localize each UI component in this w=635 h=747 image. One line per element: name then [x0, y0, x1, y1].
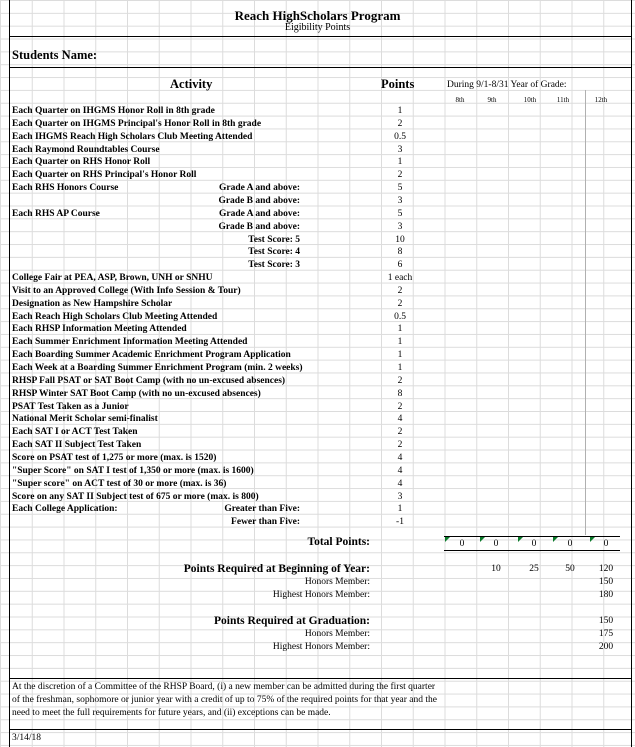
activity-points: 2 [397, 401, 403, 412]
activity-label: Each Quarter on IHGMS Honor Roll in 8th grade [12, 106, 215, 116]
req-grad-regular: 150 [598, 616, 614, 626]
grade-12th: 12th [594, 96, 608, 104]
req-begin-12th: 120 [598, 564, 614, 574]
activity-header: Activity [170, 77, 213, 91]
activity-label: Each Quarter on RHS Honor Roll [12, 157, 151, 168]
activity-label: PSAT Test Taken as a Junior [12, 401, 129, 412]
req-begin-11th: 50 [565, 564, 575, 574]
activity-points: 8 [397, 247, 403, 258]
grade-9th: 9th [487, 96, 497, 104]
activity-condition: Grade A and above: [218, 208, 300, 219]
footnote-line-1: At the discretion of a Committee of the RHSP Board, (i) a new member can be admitted during the first quarter [12, 682, 436, 692]
activity-points: 4 [397, 414, 403, 425]
page-title: Reach HighScholars Program [234, 8, 401, 23]
req-begin-honors-label: Honors Member: [304, 577, 370, 587]
req-begin-9th: 10 [491, 564, 501, 574]
header-rule [9, 36, 631, 37]
total-12th: 0 [603, 539, 609, 549]
footnote-rule [9, 678, 631, 679]
req-begin-honors-12th: 150 [598, 577, 614, 587]
grade-10th: 10th [523, 96, 537, 104]
activity-label: Each Reach High Scholars Club Meeting Attended [12, 311, 218, 322]
activity-label: Each SAT II Subject Test Taken [12, 440, 142, 451]
activity-points: 2 [397, 285, 403, 296]
activity-points: 2 [397, 170, 403, 181]
name-rule [9, 67, 631, 68]
activity-label: RHSP Winter SAT Boot Camp (with no un-excused absences) [12, 388, 261, 399]
right-border [631, 0, 632, 747]
activity-condition: Test Score: 5 [248, 234, 300, 245]
activity-label: Each Quarter on RHS Principal's Honor Roll [12, 170, 197, 181]
activity-points: 1 [397, 363, 403, 373]
total-bottom-rule [444, 550, 620, 551]
req-grad-highest-label: Highest Honors Member: [272, 642, 370, 652]
page-subtitle: Eigibility Points [284, 22, 351, 33]
activity-label: College Fair at PEA, ASP, Brown, UNH or SNHU [12, 273, 213, 284]
req-grad-title: Points Required at Graduation: [213, 615, 370, 627]
activity-label: Each Summer Enrichment Information Meeting Attended [12, 337, 248, 348]
activity-points: 3 [397, 491, 403, 502]
activity-label: Score on any SAT II Subject test of 675 or more (max. is 800) [12, 491, 259, 502]
activity-label: Visit to an Approved College (With Info Session & Tour) [12, 285, 241, 296]
activity-points: 2 [397, 440, 403, 451]
activity-points: 1 [397, 106, 403, 116]
activity-label: Each RHS AP Course [12, 208, 100, 219]
activity-points: 1 [397, 157, 403, 168]
req-begin-title: Points Required at Beginning of Year: [183, 563, 370, 575]
activity-points: 1 [397, 350, 403, 361]
activity-points: 2 [397, 118, 403, 129]
grade-separator [585, 90, 586, 535]
activity-points: 1 [397, 324, 403, 335]
students-name-label: Students Name: [12, 48, 98, 62]
activity-points: 10 [395, 234, 405, 245]
req-grad-honors-label: Honors Member: [304, 629, 370, 639]
activity-label: Each RHS Honors Course [12, 183, 119, 194]
activity-label: "Super score" on ACT test of 30 or more (max. is 36) [12, 478, 227, 489]
total-10th: 0 [531, 539, 537, 549]
activity-points: 3 [397, 144, 403, 155]
activity-label: Each RHSP Information Meeting Attended [12, 324, 187, 335]
activity-label: "Super Score" on SAT I test of 1,350 or more (max. is 1600) [12, 465, 254, 476]
total-9th: 0 [493, 539, 499, 549]
activity-points: -1 [396, 517, 404, 528]
req-grad-highest: 200 [598, 642, 614, 652]
activity-label: RHSP Fall PSAT or SAT Boot Camp (with no un-excused absences) [12, 375, 286, 386]
activity-label: Each Quarter on IHGMS Principal's Honor Roll in 8th grade [12, 118, 262, 129]
activity-points: 0.5 [394, 311, 406, 322]
activity-label: Each College Application: [12, 504, 118, 515]
activity-label: Each Raymond Roundtables Course [12, 144, 160, 155]
activity-label: Score on PSAT test of 1,275 or more (max. is 1520) [12, 452, 217, 463]
activity-points: 8 [397, 388, 403, 399]
activity-condition: Grade A and above: [218, 183, 300, 194]
activity-points: 5 [397, 183, 403, 194]
activity-label: National Merit Scholar semi-finalist [12, 414, 158, 425]
activity-points: 2 [397, 298, 403, 309]
req-grad-honors: 175 [598, 629, 614, 639]
activity-condition: Test Score: 3 [248, 260, 300, 271]
activity-points: 5 [397, 208, 403, 219]
grade-header: During 9/1-8/31 Year of Grade: [447, 80, 567, 90]
activity-condition: Grade B and above: [218, 195, 300, 206]
activity-points: 4 [397, 478, 403, 489]
activity-points: 6 [397, 260, 403, 271]
req-begin-highest-label: Highest Honors Member: [272, 590, 370, 600]
req-begin-highest-12th: 180 [598, 590, 614, 600]
activity-condition: Grade B and above: [218, 221, 300, 232]
date-rule [9, 729, 631, 730]
total-label: Total Points: [307, 536, 370, 548]
activity-condition: Fewer than Five: [231, 517, 300, 528]
total-8th: 0 [459, 539, 465, 549]
grade-11th: 11th [556, 96, 570, 104]
activity-label: Each Boarding Summer Academic Enrichment Program Application [12, 350, 291, 361]
activity-points: 1 [397, 504, 403, 515]
activity-points: 2 [397, 375, 403, 386]
activity-points: 3 [397, 221, 403, 232]
activity-label: Each Week at a Boarding Summer Enrichment Program (min. 2 weeks) [12, 363, 303, 373]
activity-condition: Test Score: 4 [248, 247, 300, 258]
points-header: Points [381, 77, 415, 91]
activity-points: 2 [397, 427, 403, 438]
grade-8th: 8th [455, 96, 465, 104]
req-begin-10th: 25 [529, 564, 539, 574]
activity-points: 0.5 [394, 131, 406, 142]
activity-points: 4 [397, 452, 403, 463]
total-11th: 0 [567, 539, 573, 549]
activity-label: Designation as New Hampshire Scholar [12, 298, 173, 309]
date-label: 3/14/18 [12, 733, 42, 743]
activity-points: 4 [397, 465, 403, 476]
left-border [9, 0, 10, 747]
activity-condition: Greater than Five: [224, 504, 300, 515]
activity-label: Each SAT I or ACT Test Taken [12, 427, 138, 438]
activity-points: 3 [397, 195, 403, 206]
activity-points: 1 [397, 337, 403, 348]
footnote-line-2: of the freshman, sophomore or junior year with a credit of up to 75% of the required points for that year and the [12, 695, 437, 705]
activity-points: 1 each [387, 273, 413, 284]
footnote-line-3: need to meet the full requirements for future years, and (ii) exceptions can be made. [12, 708, 331, 718]
activity-label: Each IHGMS Reach High Scholars Club Meeting Attended [12, 131, 253, 142]
